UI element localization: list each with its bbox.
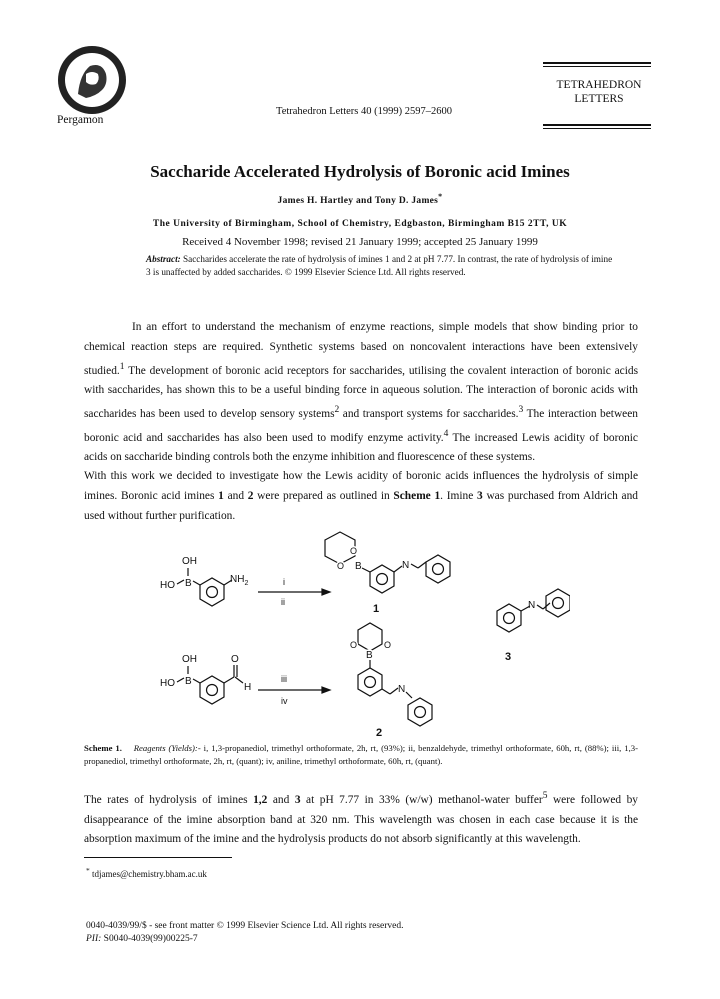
pii-line — [86, 933, 403, 946]
p3-text-e: and — [267, 793, 295, 806]
footnote-email[interactable]: tdjames@chemistry.bham.ac.uk — [92, 869, 207, 879]
footnote-mark: * — [86, 866, 90, 875]
footnote-rule — [84, 857, 232, 858]
arrow-2-head — [322, 687, 330, 693]
p3-compound-1: 1 — [253, 793, 259, 806]
p1-text-d: The interaction between boronic acid and saccharides has also been used to modify enzyme activity. — [84, 407, 638, 444]
ref-4: 4 — [443, 428, 449, 439]
p1-text-c: and transport systems for saccharides. — [339, 407, 519, 420]
p2-bond — [390, 688, 398, 694]
step-iii-label: iii — [281, 674, 287, 684]
header-rule-bottom — [543, 124, 651, 126]
p2-o-label: O — [350, 640, 358, 650]
p2-text-i: was purchased from Aldrich and used without further purification. — [84, 489, 638, 522]
scheme-caption — [84, 742, 638, 767]
sm1-nh2-label: $NH_2$ — [230, 574, 249, 587]
sm2-o-label: O — [231, 654, 239, 665]
p2-phenyl-aromatic — [415, 707, 426, 718]
p3-comma: , — [258, 793, 262, 806]
sm2-bond — [224, 677, 234, 683]
p2-text-e: were prepared as outlined in — [253, 489, 394, 502]
p2-o-label: O — [384, 640, 392, 650]
p1-phenyl — [426, 555, 450, 583]
body-paragraph-1 — [84, 318, 638, 468]
sm1-ring-aromatic — [207, 587, 218, 598]
compound-3-label: 3 — [505, 651, 512, 663]
copyright-line: 0040-4039/99/$ - see front matter © 1999 Elsevier Science Ltd. All rights reserved. — [86, 921, 404, 931]
p1-bond — [411, 564, 418, 568]
sm2-bond — [193, 679, 200, 683]
pii-value: S0040-4039(99)00225-7 — [103, 934, 198, 944]
c3-phenyl-aromatic — [553, 598, 564, 609]
received-dates: Received 4 November 1998; revised 21 January 1999; accepted 25 January 1999 — [182, 236, 538, 248]
abstract-text: Saccharides accelerate the rate of hydrolysis of imines 1 and 2 at pH 7.77. In contrast, the rate of hydrolysis of imine 3 is unaffected by added saccharides. © 1999 Elsevier Science Ltd. All rights reserved. — [146, 254, 613, 277]
p2-compound-3: 3 — [477, 489, 483, 502]
p1-n-label: N — [402, 560, 410, 571]
sm1-ring — [200, 578, 224, 606]
ref-1: 1 — [119, 361, 125, 372]
p1-bond — [418, 562, 426, 568]
caption-label: Scheme 1. — [84, 743, 122, 753]
p2-b-label: B — [366, 650, 373, 661]
p1-text-e: The increased Lewis acidity of boronic acids on saccharide binding controls both the enzyme inhibition and fluorescence of these systems. — [84, 431, 638, 464]
p1-ring — [370, 565, 394, 593]
journal-name-line1: TETRAHEDRON — [556, 79, 642, 91]
p2-ring-aromatic — [365, 677, 376, 688]
sm1-bond — [193, 581, 200, 585]
sm2-bond — [235, 677, 243, 683]
p2-text-g: . Imine — [440, 489, 478, 502]
sm2-h-label: H — [244, 682, 252, 693]
sm1-bond — [177, 580, 184, 584]
compound-2-label: 2 — [376, 727, 383, 738]
p2-text-a: With this work we decided to investigate how the Lewis acidity of boronic acids influences the hydrolysis of simple imines. Boronic acid imines — [84, 470, 638, 502]
p2-bond — [406, 692, 412, 698]
journal-citation: Tetrahedron Letters 40 (1999) 2597–2600 — [276, 106, 452, 117]
p1-bond — [362, 568, 370, 572]
header-rule-bottom-thin — [543, 128, 651, 129]
article-affiliation: The University of Birmingham, School of Chemistry, Edgbaston, Birmingham B15 2TT, UK — [152, 219, 568, 229]
scheme-1-diagram — [150, 528, 570, 738]
p3-text-g: at pH 7.77 in 33% (w/w) methanol-water buffer — [300, 793, 543, 806]
sm1-b-label: B — [185, 578, 192, 589]
p3-text-a: The rates of hydrolysis of imines — [84, 793, 254, 806]
c3-ring-aromatic — [504, 613, 515, 624]
body-paragraph-3 — [84, 787, 638, 850]
sm2-ho-label: HO — [160, 678, 175, 689]
p1-text-b: The development of boronic acid receptors for saccharides, utilising the covalent interaction of boronic acids with saccharides, has shown this to be a useful binding force in aqueous solution. The interaction of boronic acids with saccharides has been used to develop sensory systems — [84, 364, 638, 420]
p2-compound-2: 2 — [247, 489, 254, 502]
c3-bond — [537, 605, 543, 609]
article-authors — [0, 192, 720, 206]
p1-o-label: O — [337, 561, 345, 571]
sm2-bond — [177, 678, 184, 682]
step-iv-label: iv — [281, 696, 288, 706]
p1-text-a: In an effort to understand the mechanism of enzyme reactions, simple models that show binding prior to chemical reaction steps are required. Synthetic systems based on noncovalent interactions have been extensively studied. — [84, 321, 638, 377]
p1-o-label: O — [350, 546, 358, 556]
p2-phenyl — [408, 698, 432, 726]
header-rule-top — [543, 62, 651, 64]
c3-ring — [497, 604, 521, 632]
p1-b-label: B — [355, 561, 362, 572]
sm2-oh-label: OH — [182, 654, 197, 665]
sm1-oh-label: OH — [182, 556, 197, 567]
body-paragraph-2 — [84, 467, 638, 526]
arrow-1-head — [322, 589, 330, 595]
pii-label: PII: — [86, 934, 102, 944]
p2-scheme-ref: Scheme 1 — [393, 489, 441, 502]
c3-n-label: N — [528, 600, 536, 611]
p3-compound-3: 3 — [294, 793, 301, 806]
p2-bond — [382, 689, 390, 694]
step-i-label: i — [283, 577, 285, 587]
p2-n-label: N — [398, 684, 406, 695]
ref-2: 2 — [334, 404, 340, 415]
copyright-block — [86, 920, 403, 946]
author-mark: * — [438, 192, 443, 201]
ref-5: 5 — [542, 791, 548, 801]
journal-name — [545, 78, 653, 106]
abstract — [146, 253, 616, 279]
caption-reagents: Reagents (Yields):- — [133, 743, 201, 753]
publisher-name: Pergamon — [57, 114, 104, 126]
p1-phenyl-aromatic — [433, 564, 444, 575]
caption-text: i, 1,3-propanediol, trimethyl orthoformate, 2h, rt, (93%); ii, benzaldehyde, trimethyl orthoformate, 60h, rt, (88%); iii, 1,3-propanediol, trimethyl orthoformate, 2h, rt, (quant); iv, aniline, trimethyl orthoformate, 60h, rt, (quant). — [84, 743, 639, 766]
journal-name-line2: LETTERS — [574, 93, 624, 105]
sm2-ring — [200, 676, 224, 704]
sm1-ho-label: HO — [160, 580, 175, 591]
p1-ring-aromatic — [377, 574, 388, 585]
header-rule-top-thin — [543, 66, 651, 67]
p2-dioxaborinane — [358, 623, 382, 651]
sm2-b-label: B — [185, 676, 192, 687]
sm2-ring-aromatic — [207, 685, 218, 696]
p3-compound-2: 2 — [261, 793, 268, 806]
article-title: Saccharide Accelerated Hydrolysis of Boronic acid Imines — [150, 162, 570, 181]
p2-compound-1: 1 — [218, 489, 224, 502]
p2-text-c: and — [223, 489, 248, 502]
step-ii-label: ii — [281, 597, 285, 607]
p2-ring — [358, 668, 382, 696]
p1-bond — [394, 566, 402, 572]
compound-1-label: 1 — [373, 603, 380, 615]
footnote — [86, 866, 207, 879]
ref-3: 3 — [518, 404, 524, 415]
p3-text-h: were followed by disappearance of the imine absorption band at 320 nm. This wavelength was chosen in each case because it is the absorption maximum of the imine and the hydrolysis products do not absorb significantly at this wavelength. — [84, 793, 638, 846]
abstract-label: Abstract: — [146, 254, 181, 264]
authors-text: James H. Hartley and Tony D. James — [277, 196, 439, 207]
